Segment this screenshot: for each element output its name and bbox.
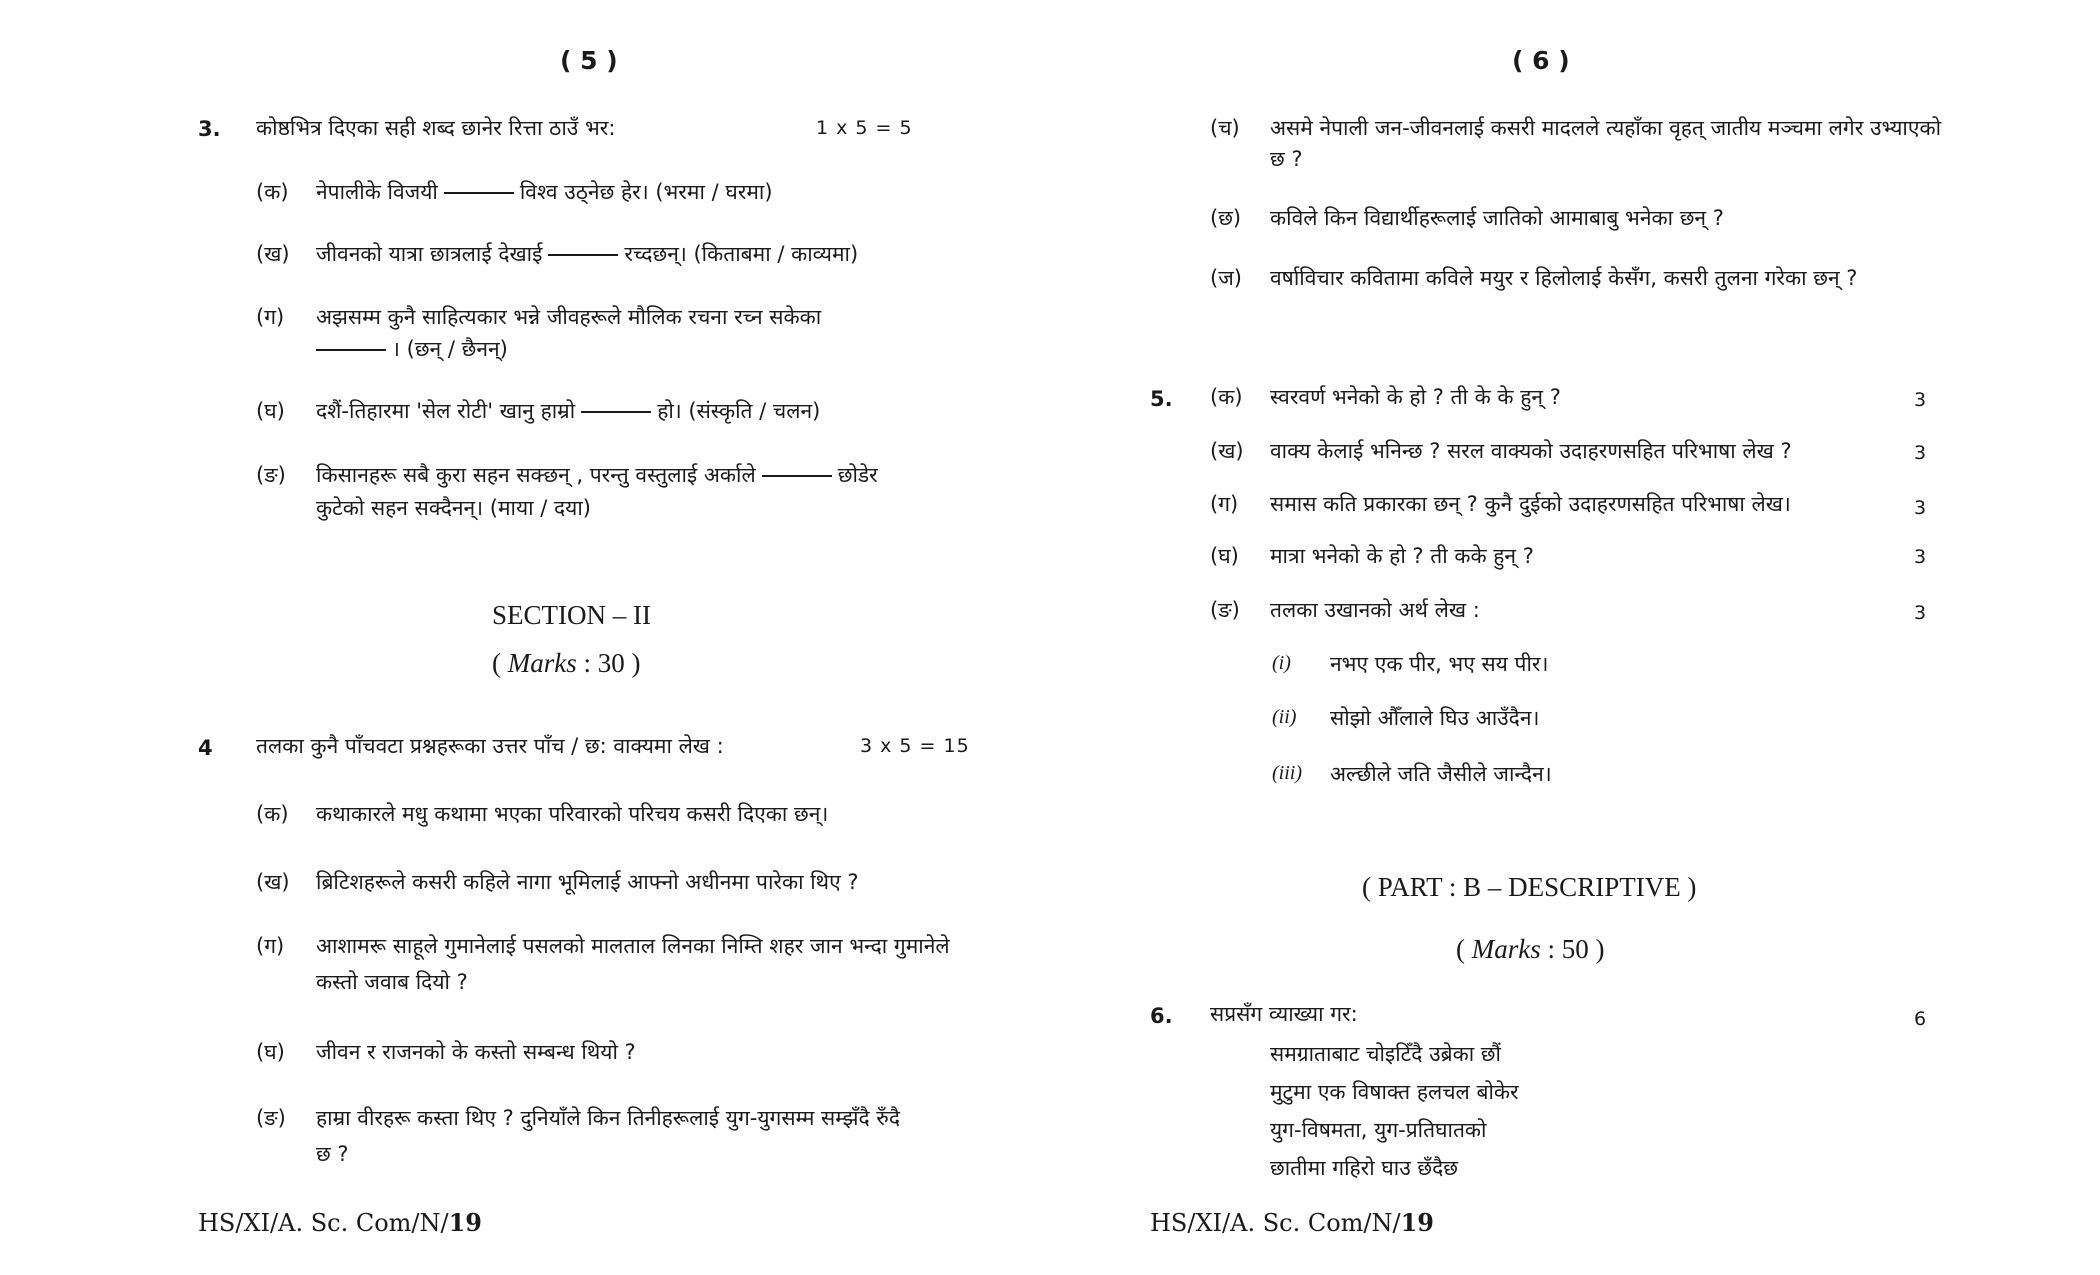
item-marks: 3 [1914, 546, 1927, 568]
item-label: (ङ) [256, 463, 286, 487]
question-number: 5. [1150, 387, 1173, 411]
item-label: (च) [1210, 116, 1240, 140]
poem-line: समग्राताबाट चोइटिँदै उब्रेका छौं [1270, 1042, 1501, 1066]
item-text: विश्व उठ्नेछ हेर। (भरमा / घरमा) [519, 180, 773, 204]
section-title: SECTION – II [492, 600, 651, 630]
item-label: (ज) [1210, 266, 1242, 290]
answer-blank [316, 349, 386, 351]
poem-line: मुटुमा एक विषाक्त हलचल बोकेर [1270, 1080, 1519, 1104]
item-text: स्वरवर्ण भनेको के हो ? ती के के हुन् ? [1270, 385, 1561, 409]
item-label: (घ) [256, 1040, 285, 1064]
item-text: छोडेर [837, 463, 878, 487]
proverb-text: नभए एक पीर, भए सय पीर। [1330, 652, 1549, 676]
item-marks: 3 [1914, 602, 1927, 624]
right-page [1050, 0, 2100, 1275]
item-label: (छ) [1210, 206, 1242, 230]
marks-label: Marks [1471, 934, 1541, 964]
item-text: असमे नेपाली जन-जीवनलाई कसरी मादलले त्यहाँका वृहत् जातीय मञ्चमा लगेर उभ्याएको [1270, 116, 1942, 140]
poem-line: युग-विषमता, युग-प्रतिघातको [1270, 1118, 1487, 1142]
item-marks: 3 [1914, 389, 1927, 411]
footer-code: HS/XI/A. Sc. Com/N/ [198, 1209, 449, 1237]
item-text: जीवनको यात्रा छात्रलाई देखाई [316, 242, 543, 266]
item-label: (ख) [1210, 439, 1244, 463]
item-text: समास कति प्रकारका छन् ? कुनै दुईको उदाहरणसहित परिभाषा लेख। [1270, 492, 1791, 516]
item-label: (घ) [1210, 544, 1239, 568]
item-label: (ग) [1210, 492, 1239, 516]
item-text: हो। (संस्कृति / चलन) [657, 399, 821, 423]
part-marks [1456, 934, 1605, 965]
answer-blank [444, 192, 514, 194]
item-label: (ग) [256, 934, 285, 958]
marks-value: : 30 [583, 648, 625, 678]
item-text: मात्रा भनेको के हो ? ती कके हुन् ? [1270, 544, 1534, 568]
question-number: 4 [198, 736, 213, 760]
marks-value: : 50 ) [1547, 934, 1605, 964]
question-text: सप्रसँग व्याख्या गर: [1210, 1002, 1358, 1026]
item-text: रच्दछन्। (किताबमा / काव्यमा) [624, 242, 859, 266]
item-text: दशैं-तिहारमा 'सेल रोटी' खानु हाम्रो [316, 399, 576, 423]
fill-blank-item [316, 397, 820, 425]
footer-year: 19 [448, 1208, 482, 1237]
page-footer [198, 1208, 482, 1237]
answer-blank [548, 254, 618, 256]
fill-blank-item [316, 335, 508, 363]
question-text: तलका कुनै पाँचवटा प्रश्नहरूका उत्तर पाँच / छ: वाक्यमा लेख : [256, 734, 724, 758]
item-text: कुटेको सहन सक्दैनन्। (माया / दया) [316, 496, 591, 520]
footer-code: HS/XI/A. Sc. Com/N/ [1150, 1209, 1401, 1237]
proverb-number: (i) [1272, 652, 1291, 674]
item-text: वाक्य केलाई भनिन्छ ? सरल वाक्यको उदाहरणसहित परिभाषा लेख ? [1270, 439, 1792, 463]
item-label: (क) [256, 180, 289, 204]
fill-blank-item [316, 240, 858, 268]
part-title: ( PART : B – DESCRIPTIVE ) [1362, 872, 1697, 902]
item-text: तलका उखानको अर्थ लेख : [1270, 598, 1480, 622]
item-text: वर्षाविचार कवितामा कविले मयुर र हिलोलाई केसँग, कसरी तुलना गरेका छन् ? [1270, 266, 1858, 290]
fill-blank-item [316, 178, 773, 206]
marks-open: ( [1456, 934, 1465, 964]
item-text: नेपालीके विजयी [316, 180, 438, 204]
question-marks: 1 x 5 = 5 [816, 117, 913, 139]
proverb-number: (ii) [1272, 706, 1297, 728]
page-number: ( 6 ) [1512, 46, 1570, 75]
question-text: कोष्ठभित्र दिएका सही शब्द छानेर रित्ता ठाउँ भर: [256, 116, 616, 140]
marks-label: Marks [507, 648, 577, 678]
item-text: छ ? [316, 1142, 349, 1166]
item-label: (क) [256, 802, 289, 826]
item-label: (घ) [256, 399, 285, 423]
item-text: कथाकारले मधु कथामा भएका परिवारको परिचय कसरी दिएका छन्। [316, 802, 829, 826]
item-text: किसानहरू सबै कुरा सहन सक्छन् , परन्तु वस्तुलाई अर्काले [316, 463, 756, 487]
proverb-number: (iii) [1272, 762, 1302, 784]
item-text: कस्तो जवाब दियो ? [316, 970, 468, 994]
item-label: (ख) [256, 242, 290, 266]
item-marks: 3 [1914, 497, 1927, 519]
question-number: 6. [1150, 1004, 1173, 1028]
item-text: ब्रिटिशहरूले कसरी कहिले नागा भूमिलाई आफ्नो अधीनमा पारेका थिए ? [316, 870, 859, 894]
item-text: छ ? [1270, 147, 1303, 171]
poem-line: छातीमा गहिरो घाउ छँदैछ [1270, 1156, 1458, 1180]
fill-blank-item [316, 461, 878, 489]
answer-blank [762, 475, 832, 477]
page-number: ( 5 ) [560, 46, 618, 75]
item-text: अझसम्म कुनै साहित्यकार भन्ने जीवहरूले मौलिक रचना रच्न सकेका [316, 305, 822, 329]
item-label: (ख) [256, 870, 290, 894]
item-label: (ग) [256, 305, 285, 329]
item-text: आशामरू साहूले गुमानेलाई पसलको मालताल लिनका निम्ति शहर जान भन्दा गुमानेले [316, 934, 950, 958]
proverb-text: अल्छीले जति जैसीले जान्दैन। [1330, 762, 1552, 786]
footer-year: 19 [1400, 1208, 1434, 1237]
question-marks: 6 [1914, 1008, 1927, 1030]
item-label: (ङ) [1210, 598, 1240, 622]
answer-blank [581, 411, 651, 413]
item-label: (ङ) [256, 1106, 286, 1130]
item-text: कविले किन विद्यार्थीहरूलाई जातिको आमाबाबु भनेका छन् ? [1270, 206, 1724, 230]
proverb-text: सोझो औँलाले घिउ आउँदैन। [1330, 706, 1540, 730]
item-text: जीवन र राजनको के कस्तो सम्बन्ध थियो ? [316, 1040, 636, 1064]
item-label: (क) [1210, 385, 1243, 409]
question-number: 3. [198, 117, 221, 141]
section-marks: ( Marks : 30 ) [492, 648, 641, 678]
question-marks: 3 x 5 = 15 [860, 735, 970, 757]
item-marks: 3 [1914, 442, 1927, 464]
item-text: हाम्रा वीरहरू कस्ता थिए ? दुनियाँले किन तिनीहरूलाई युग-युगसम्म सम्झँदै रुँदै [316, 1106, 901, 1130]
page-footer [1150, 1208, 1434, 1237]
item-text: । (छन् / छैनन्) [392, 337, 508, 361]
